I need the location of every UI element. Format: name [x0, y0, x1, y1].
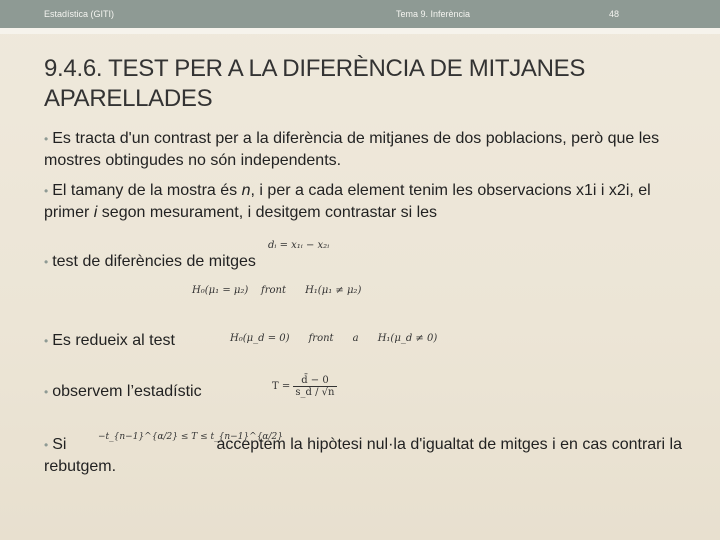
bullet-text: acceptem la hipòtesi nul·la d'igualtat de mitges i en cas contrari la rebutgem. — [44, 436, 682, 475]
word-front: front — [261, 285, 286, 296]
bullet-dot-icon: • — [44, 385, 49, 399]
page-number: 48 — [609, 9, 620, 19]
slide-title: 9.4.6. TEST PER A LA DIFERÈNCIA DE MITJANES APARELLADES — [44, 55, 586, 112]
formula-statistic — [272, 375, 337, 398]
italic-n: n — [241, 182, 251, 199]
formula-differences: dᵢ = x₁ᵢ − x₂ᵢ — [268, 240, 330, 251]
bullet-reduces — [44, 330, 175, 352]
bullet-text: El tamany de la mostra és — [52, 182, 242, 199]
bullet-text: test de diferències de mitges — [52, 253, 256, 270]
bullet-text: Es redueix al test — [52, 332, 175, 349]
course-name: Estadística (GITI) — [44, 9, 115, 19]
word-front: front — [308, 333, 334, 344]
bullet-contrast — [44, 128, 684, 172]
header-underline — [0, 28, 720, 34]
bullet-sample-size — [44, 180, 684, 224]
bullet-text: Si — [52, 436, 67, 453]
bullet-dot-icon: • — [44, 184, 49, 198]
bullet-dot-icon: • — [44, 438, 49, 452]
statistic-denominator: s_d / √n — [295, 387, 335, 398]
bullet-text: segon mesurament, i desitgem contrastar si les — [97, 204, 438, 221]
bullet-text: , i per a cada element tenim les observacions x1i i x2i, el primer — [44, 182, 651, 221]
bullet-test-differences — [44, 251, 256, 273]
bullet-dot-icon: • — [44, 334, 49, 348]
bullet-text: observem l’estadístic — [52, 383, 202, 400]
hypothesis-alt: H₁(μ₁ ≠ μ₂) — [305, 285, 362, 296]
hypothesis-null: H₀(μ₁ = μ₂) — [192, 285, 249, 296]
slide-header — [0, 0, 720, 28]
word-a: a — [352, 333, 359, 344]
formula-hypotheses-diff — [230, 333, 437, 344]
topic-name: Tema 9. Inferència — [396, 9, 471, 19]
hypothesis-null-d: H₀(μ_d = 0) — [230, 333, 290, 344]
formula-hypotheses-means — [192, 285, 361, 296]
italic-i: i — [93, 204, 98, 221]
hypothesis-alt-d: H₁(μ_d ≠ 0) — [377, 333, 438, 344]
bullet-dot-icon: • — [44, 255, 49, 269]
statistic-fraction — [293, 375, 336, 398]
bullet-text: Es tracta d'un contrast per a la diferència de mitjanes de dos poblacions, però que les mostres obtingudes no són independents. — [44, 130, 660, 169]
formula-acceptance-region: −t_{n−1}^{α/2} ≤ T ≤ t_{n−1}^{α/2} — [98, 432, 283, 442]
bullet-dot-icon: • — [44, 132, 49, 146]
statistic-lhs: T = — [272, 381, 291, 392]
bullet-statistic — [44, 381, 202, 403]
statistic-numerator: d̄ − 0 — [293, 375, 336, 387]
